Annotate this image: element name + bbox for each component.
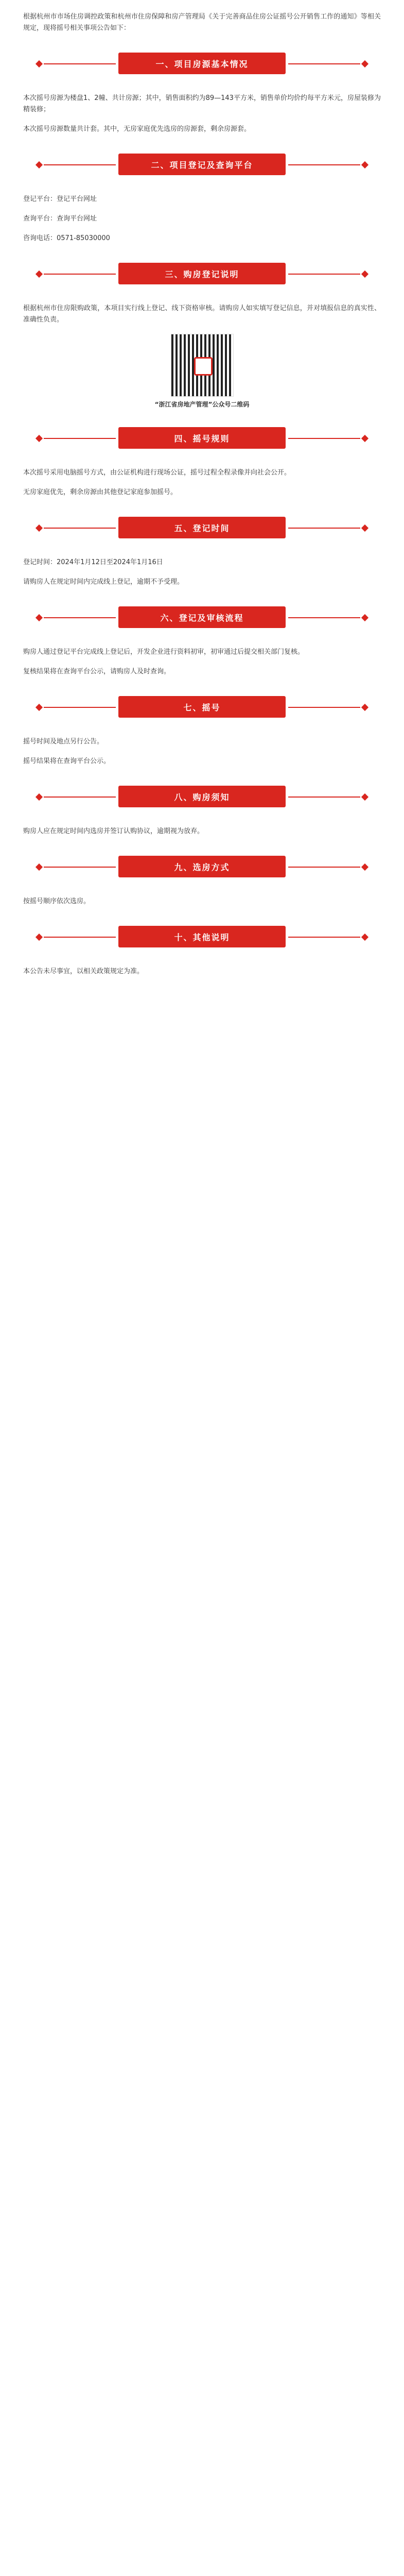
section-7 — [0, 692, 404, 767]
section-body — [0, 194, 404, 244]
section-body — [0, 467, 404, 498]
diamond-icon — [36, 793, 43, 801]
diamond-icon — [361, 863, 368, 871]
section-title-box — [118, 263, 286, 284]
diamond-icon — [36, 161, 43, 168]
section-body — [0, 736, 404, 767]
section-title: 十、其他说明 — [174, 932, 230, 942]
diamond-icon — [36, 524, 43, 532]
paragraph: 复核结果将在查询平台公示，请购房人及时查询。 — [23, 668, 171, 675]
divider-line — [44, 164, 116, 165]
paragraph: 摇号结果将在查询平台公示。 — [23, 757, 111, 765]
divider-line — [44, 274, 116, 275]
paragraph: 本次摇号采用电脑摇号方式，由公证机构进行现场公证，摇号过程全程录像并向社会公开。 — [23, 469, 291, 477]
section-title-box — [118, 154, 286, 175]
divider-line — [288, 528, 360, 529]
section-title-box — [118, 786, 286, 807]
section-5 — [0, 513, 404, 588]
section-title-box — [118, 517, 286, 538]
divider-line — [44, 528, 116, 529]
diamond-icon — [36, 704, 43, 711]
section-3 — [0, 259, 404, 409]
divider-line — [44, 937, 116, 938]
diamond-icon — [36, 614, 43, 621]
section-title-box — [118, 856, 286, 877]
diamond-icon — [36, 934, 43, 941]
section-title: 四、摇号规则 — [174, 433, 230, 444]
section-header — [23, 852, 381, 882]
section-body — [0, 647, 404, 677]
paragraph: 无房家庭优先，剩余房源由其他登记家庭参加摇号。 — [23, 488, 178, 496]
section-header — [23, 513, 381, 543]
section-title-box — [118, 606, 286, 628]
section-title: 五、登记时间 — [174, 523, 230, 533]
divider-line — [44, 63, 116, 64]
section-10 — [0, 922, 404, 977]
section-body — [0, 896, 404, 907]
section-4 — [0, 423, 404, 498]
diamond-icon — [36, 270, 43, 278]
paragraph: 摇号时间及地点另行公告。 — [23, 738, 104, 745]
divider-line — [288, 617, 360, 618]
intro — [0, 0, 404, 34]
section-title: 六、登记及审核流程 — [160, 613, 244, 623]
divider-line — [288, 63, 360, 64]
paragraph: 按摇号顺序依次选房。 — [23, 897, 91, 905]
section-header — [23, 149, 381, 179]
paragraph: 查询平台：查询平台网址 — [23, 215, 97, 223]
section-header — [23, 692, 381, 722]
section-title: 二、项目登记及查询平台 — [151, 160, 253, 170]
divider-line — [288, 867, 360, 868]
diamond-icon — [361, 270, 368, 278]
paragraph: 咨询电话：0571-85030000 — [23, 234, 110, 242]
section-title: 九、选房方式 — [174, 862, 230, 872]
divider-line — [288, 438, 360, 439]
divider-line — [288, 796, 360, 798]
diamond-icon — [36, 435, 43, 442]
paragraph: 本次摇号房源为楼盘1、2幢、共计房源；其中，销售面积约为89—143平方米，销售单价均价约每平方米元，房屋装修为精装修； — [23, 94, 381, 113]
diamond-icon — [361, 161, 368, 168]
section-body — [0, 966, 404, 977]
section-body — [0, 93, 404, 135]
section-8 — [0, 782, 404, 837]
diamond-icon — [361, 704, 368, 711]
section-1 — [0, 48, 404, 135]
paragraph: 登记平台：登记平台网址 — [23, 195, 97, 203]
divider-line — [44, 707, 116, 708]
paragraph: 购房人通过登记平台完成线上登记后，开发企业进行资料初审，初审通过后提交相关部门复核。 — [23, 648, 305, 656]
divider-line — [288, 707, 360, 708]
section-body — [0, 557, 404, 588]
section-header — [23, 259, 381, 289]
paragraph: 登记时间：2024年1月12日至2024年1月16日 — [23, 558, 163, 566]
divider-line — [44, 867, 116, 868]
section-header — [23, 602, 381, 632]
diamond-icon — [361, 614, 368, 621]
diamond-icon — [361, 524, 368, 532]
section-header — [23, 922, 381, 952]
paragraph: 根据杭州市住房限购政策，本项目实行线上登记、线下资格审核。请购房人如实填写登记信息，并对填报信息的真实性、准确性负责。 — [23, 304, 381, 324]
section-header — [23, 423, 381, 453]
section-title-box — [118, 926, 286, 947]
diamond-icon — [361, 435, 368, 442]
divider-line — [44, 438, 116, 439]
section-6 — [0, 602, 404, 677]
paragraph: 购房人应在规定时间内选房并签订认购协议，逾期视为放弃。 — [23, 827, 204, 835]
divider-line — [288, 164, 360, 165]
section-body — [0, 303, 404, 409]
section-title: 一、项目房源基本情况 — [155, 59, 249, 69]
paragraph: 请购房人在规定时间内完成线上登记，逾期不予受理。 — [23, 578, 184, 586]
qr-caption: “浙江省房地产管理”公众号二维码 — [154, 401, 250, 408]
diamond-icon — [36, 60, 43, 67]
section-title: 八、购房须知 — [174, 792, 230, 802]
section-2 — [0, 149, 404, 244]
section-title-box — [118, 53, 286, 74]
diamond-icon — [361, 60, 368, 67]
intro-paragraph: 根据杭州市市场住房调控政策和杭州市住房保障和房产管理局《关于完善商品住房公证摇号公开销售工作的通知》等相关规定，现将摇号相关事项公告如下： — [23, 13, 381, 32]
section-header — [23, 48, 381, 78]
section-title-box — [118, 427, 286, 449]
section-body — [0, 826, 404, 837]
diamond-icon — [361, 793, 368, 801]
paragraph: 本次摇号房源数量共计套。其中，无房家庭优先选房的房源套，剩余房源套。 — [23, 125, 251, 133]
divider-line — [288, 937, 360, 938]
divider-line — [44, 796, 116, 798]
paragraph: 本公告未尽事宜，以相关政策规定为准。 — [23, 968, 144, 975]
section-title-box — [118, 696, 286, 718]
divider-line — [44, 617, 116, 618]
section-9 — [0, 852, 404, 907]
qr-code-icon — [171, 334, 234, 397]
diamond-icon — [36, 863, 43, 871]
divider-line — [288, 274, 360, 275]
diamond-icon — [361, 934, 368, 941]
section-header — [23, 782, 381, 811]
section-title: 三、购房登记说明 — [165, 269, 239, 279]
section-title: 七、摇号 — [183, 702, 221, 713]
